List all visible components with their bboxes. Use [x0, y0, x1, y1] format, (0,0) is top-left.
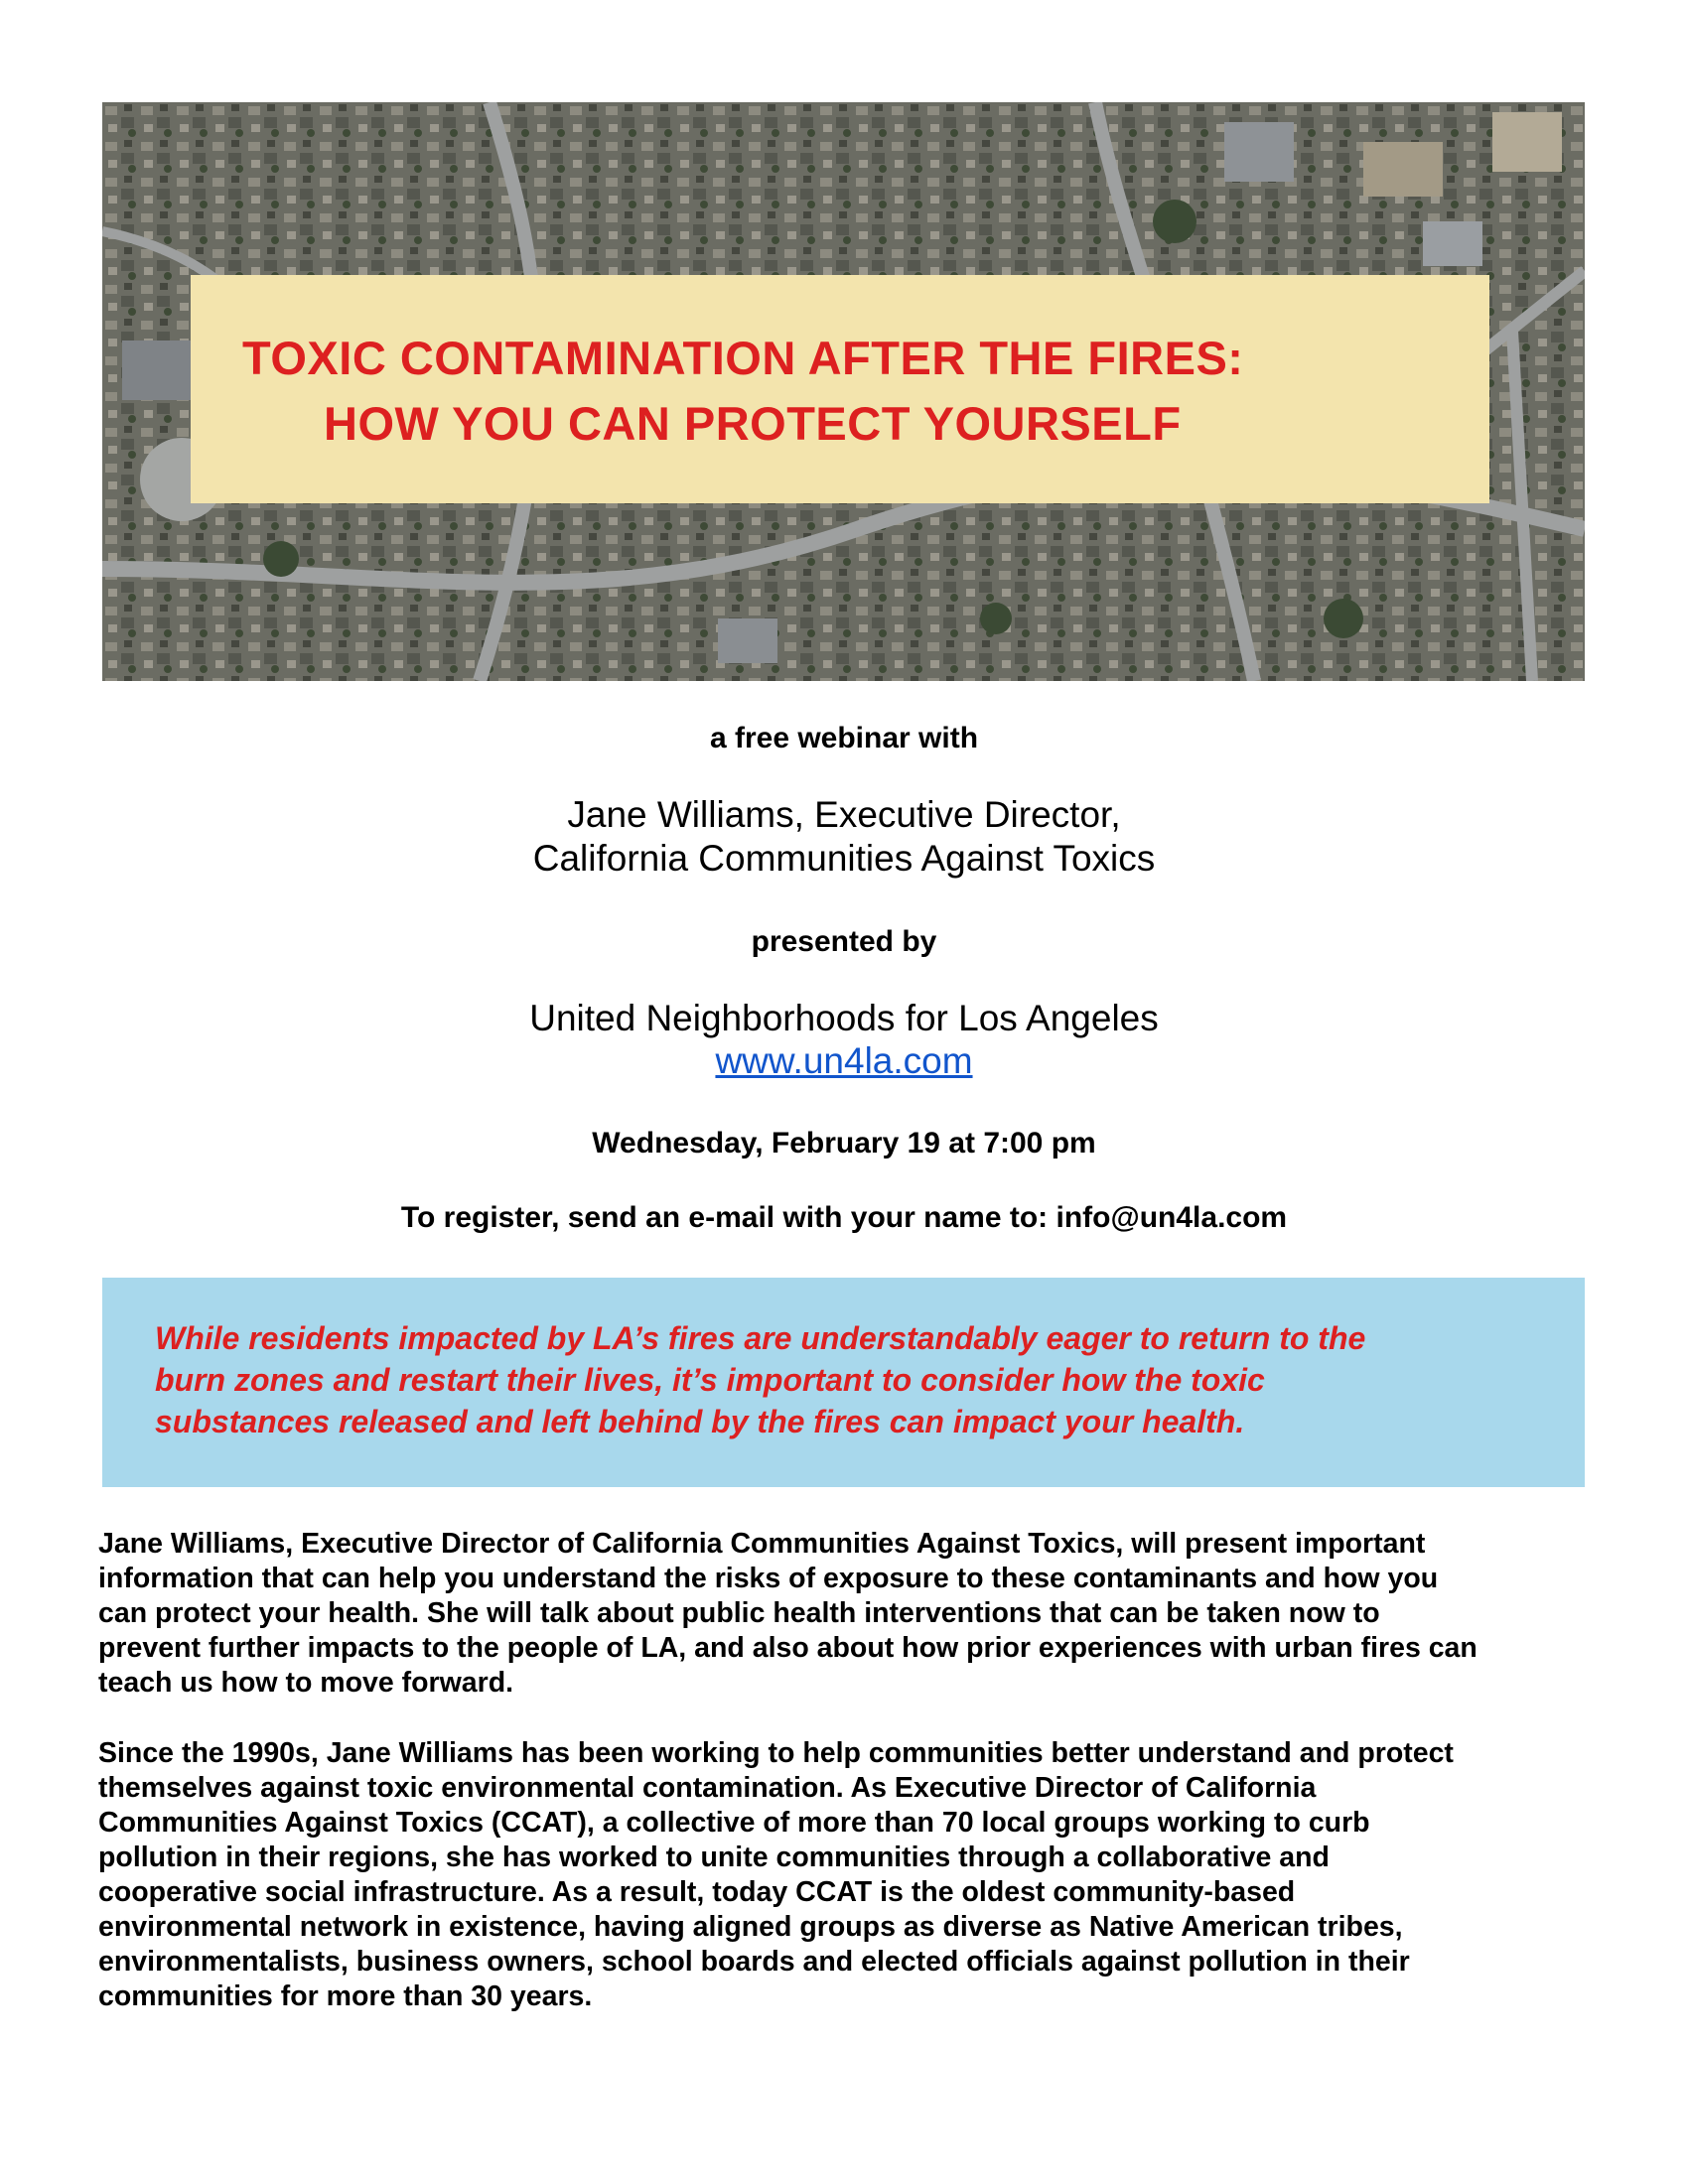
paragraph-line: Communities Against Toxics (CCAT), a collective of more than 70 local groups working to curb	[98, 1807, 1370, 1839]
paragraph-line: environmental network in existence, having aligned groups as diverse as Native American tribes,	[98, 1911, 1403, 1943]
title-line-2: HOW YOU CAN PROTECT YOURSELF	[324, 397, 1182, 450]
presented-by-label: presented by	[751, 925, 937, 958]
webinar-intro: a free webinar with	[709, 722, 979, 754]
title-banner	[191, 275, 1489, 503]
callout-line: burn zones and restart their lives, it’s important to consider how the toxic	[155, 1362, 1265, 1398]
paragraph-line: can protect your health. She will talk about public health interventions that can be taken now to	[98, 1597, 1380, 1629]
event-datetime: Wednesday, February 19 at 7:00 pm	[592, 1127, 1096, 1160]
presenter-name: United Neighborhoods for Los Angeles	[529, 998, 1159, 1038]
speaker-line-1: Jane Williams, Executive Director,	[567, 794, 1121, 835]
speaker-line-2: California Communities Against Toxics	[532, 838, 1156, 879]
paragraph-line: information that can help you understand the risks of exposure to these contaminants and how you	[98, 1563, 1439, 1594]
title-line-1: TOXIC CONTAMINATION AFTER THE FIRES:	[242, 332, 1244, 384]
paragraph-line: teach us how to move forward.	[98, 1667, 514, 1699]
paragraph-line: environmentalists, business owners, school boards and elected officials against pollution in their	[98, 1946, 1410, 1978]
callout-box	[102, 1278, 1585, 1487]
callout-line: While residents impacted by LA’s fires are understandably eager to return to the	[155, 1320, 1366, 1356]
paragraph-line: cooperative social infrastructure. As a result, today CCAT is the oldest community-based	[98, 1876, 1296, 1908]
paragraph-line: prevent further impacts to the people of LA, and also about how prior experiences with urban fires can	[98, 1632, 1477, 1664]
paragraph-line: Since the 1990s, Jane Williams has been working to help communities better understand and protect	[98, 1737, 1454, 1769]
registration-instructions: To register, send an e-mail with your name to: info@un4la.com	[400, 1201, 1288, 1234]
callout-line: substances released and left behind by the fires can impact your health.	[155, 1404, 1245, 1439]
website-link[interactable]: www.un4la.com	[715, 1040, 973, 1081]
paragraph-line: pollution in their regions, she has worked to unite communities through a collaborative and	[98, 1842, 1330, 1873]
aerial-burn-zone-photo	[102, 102, 1585, 681]
paragraph-line: themselves against toxic environmental contamination. As Executive Director of California	[98, 1772, 1317, 1804]
paragraph-line: communities for more than 30 years.	[98, 1980, 593, 2012]
paragraph-line: Jane Williams, Executive Director of California Communities Against Toxics, will present important	[98, 1528, 1426, 1560]
